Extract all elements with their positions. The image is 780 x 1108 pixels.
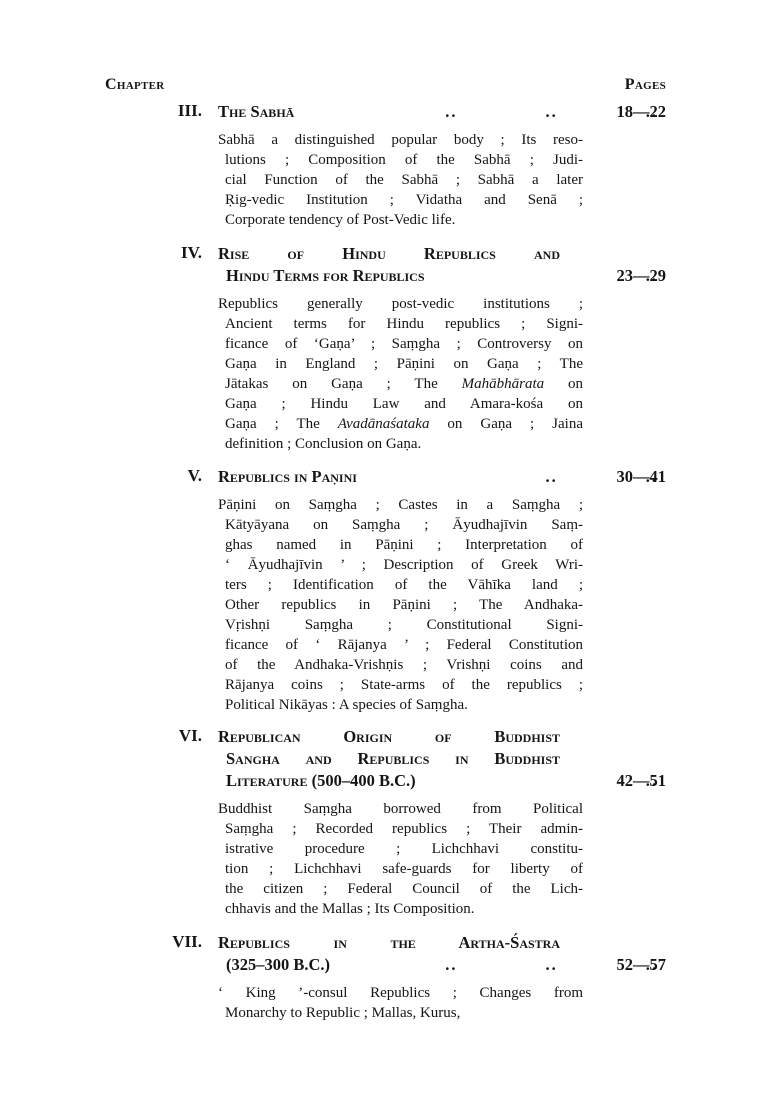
chapter-title-text: Literature (500–400 B.C.) <box>226 771 416 790</box>
chapter-title-line <box>218 101 666 123</box>
chapter-title-text: Hindu Terms for Republics <box>226 266 425 285</box>
page-range: 23—29 <box>616 266 666 285</box>
chapter-title-line <box>226 265 666 287</box>
summary-line: ‘ Āyudhajīvin ’ ; Description of Greek Wri- <box>225 557 583 573</box>
summary-line: cial Function of the Sabhā ; Sabhā a later <box>225 172 583 188</box>
summary-line: Sabhā a distinguished popular body ; Its reso- <box>218 132 583 148</box>
page-range: 52—57 <box>616 955 666 974</box>
chapter-number: IV. <box>181 243 202 262</box>
chapter-title-line: Republics in the Artha-Śastra <box>218 933 560 952</box>
chapter-summary <box>218 130 583 230</box>
summary-line: istrative procedure ; Lichchhavi constitu- <box>225 841 583 857</box>
toc-entry <box>150 932 666 1023</box>
chapter-summary <box>218 294 583 454</box>
summary-line: ficance of ‘ Rājanya ’ ; Federal Constitution <box>225 637 583 653</box>
summary-line: tion ; Lichchhavi safe-guards for liberty of <box>225 861 583 877</box>
summary-line: definition ; Conclusion on Gaṇa. <box>225 436 422 452</box>
toc-entry <box>150 243 666 454</box>
summary-line: Ṛig-vedic Institution ; Vidatha and Senā ; <box>225 192 583 208</box>
page-range: 30—41 <box>616 467 666 486</box>
summary-line: Buddhist Saṃgha borrowed from Political <box>218 801 583 817</box>
chapter-column-heading: Chapter <box>105 76 165 93</box>
leader-dots <box>546 466 558 488</box>
summary-line: Kātyāyana on Saṃgha ; Āyudhajīvin Saṃ- <box>225 517 583 533</box>
summary-line: ters ; Identification of the Vāhīka land ; <box>225 577 583 593</box>
chapter-title-line: Sangha and Republics in Buddhist <box>226 749 560 768</box>
chapter-summary <box>218 495 583 715</box>
chapter-title-line <box>226 770 666 792</box>
summary-line: ficance of ‘Gaṇa’ ; Saṃgha ; Controversy on <box>225 336 583 352</box>
summary-line: of the Andhaka-Vrishṇis ; Vrishṇi coins and <box>225 657 583 673</box>
summary-line: chhavis and the Mallas ; Its Composition. <box>225 901 475 917</box>
summary-line: Gaṇa ; The Avadānaśataka on Gaṇa ; Jaina <box>225 416 583 432</box>
chapter-number: III. <box>177 101 202 120</box>
leader-dots <box>445 954 457 976</box>
chapter-summary <box>218 983 583 1023</box>
summary-line: Jātakas on Gaṇa ; The Mahābhārata on <box>225 376 583 392</box>
summary-line: Political Nikāyas : A species of Saṃgha. <box>225 697 468 713</box>
summary-line: Monarchy to Republic ; Mallas, Kurus, <box>225 1005 461 1021</box>
leader-dots <box>546 101 558 123</box>
summary-line: Rājanya coins ; State-arms of the republics ; <box>225 677 583 693</box>
dot-leader <box>294 101 666 123</box>
page-range: 42—51 <box>616 771 666 790</box>
chapter-summary <box>218 799 583 919</box>
book-title: Avadānaśataka <box>337 416 430 432</box>
summary-line: ‘ King ’-consul Republics ; Changes from <box>218 985 583 1001</box>
summary-line: ghas named in Pāṇini ; Interpretation of <box>225 537 583 553</box>
summary-line: Saṃgha ; Recorded republics ; Their admin- <box>225 821 583 837</box>
summary-line: lutions ; Composition of the Sabhā ; Judi- <box>225 152 583 168</box>
chapter-title-line <box>218 466 666 488</box>
chapter-title-line: Rise of Hindu Republics and <box>218 244 560 263</box>
chapter-number: VI. <box>178 726 202 745</box>
summary-line: Republics generally post-vedic institutions ; <box>218 296 583 312</box>
pages-column-heading: Pages <box>624 76 666 93</box>
summary-line: Other republics in Pāṇini ; The Andhaka- <box>225 597 583 613</box>
leader-dots <box>445 101 457 123</box>
summary-line: the citizen ; Federal Council of the Lich- <box>225 881 583 897</box>
toc-entry <box>150 101 666 230</box>
chapter-title-line: Republican Origin of Buddhist <box>218 727 560 746</box>
toc-entry <box>150 726 666 919</box>
toc-entry <box>150 466 666 715</box>
summary-line: Gaṇa in England ; Pāṇini on Gaṇa ; The <box>225 356 583 372</box>
summary-line: Gaṇa ; Hindu Law and Amara-kośa on <box>225 396 583 412</box>
chapter-title-text: (325–300 B.C.) <box>226 955 331 974</box>
summary-line: Pāṇini on Saṃgha ; Castes in a Saṃgha ; <box>218 497 583 513</box>
chapter-title-text: Republics in Paṇini <box>218 467 357 486</box>
book-title: Mahābhārata <box>461 376 545 392</box>
summary-line: Ancient terms for Hindu republics ; Signi- <box>225 316 583 332</box>
summary-line: Vṛishṇi Saṃgha ; Constitutional Signi- <box>225 617 583 633</box>
chapter-number: VII. <box>172 932 202 951</box>
chapter-title-line <box>226 954 666 976</box>
chapter-number: V. <box>187 466 202 485</box>
summary-line: Corporate tendency of Post-Vedic life. <box>225 212 456 228</box>
page-range: 18—22 <box>616 102 666 121</box>
leader-dots <box>546 954 558 976</box>
chapter-title-text: The Sabhā <box>218 102 295 121</box>
